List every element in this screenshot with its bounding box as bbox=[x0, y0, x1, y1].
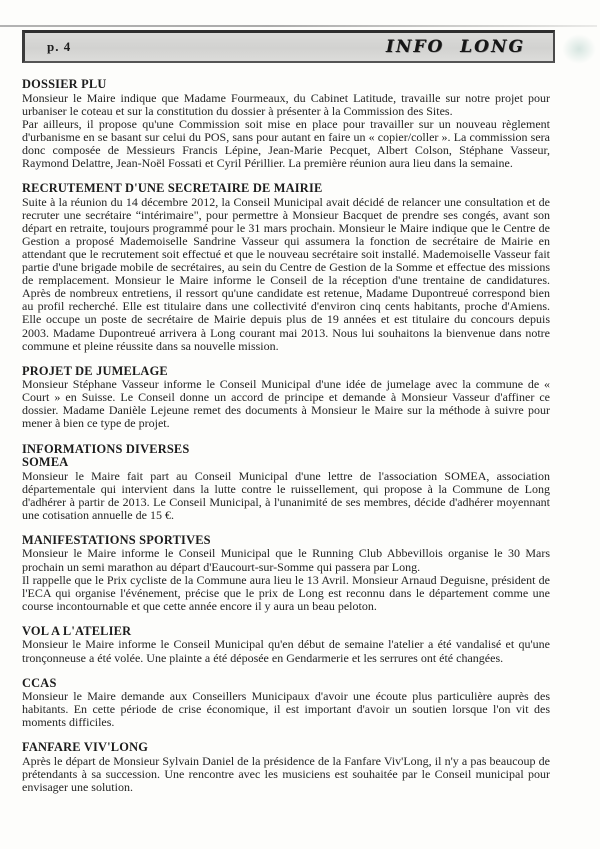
page-content bbox=[22, 68, 550, 794]
section-manifestations-sportives bbox=[22, 534, 550, 613]
section-heading: MANIFESTATIONS SPORTIVES bbox=[22, 532, 211, 547]
section-heading: RECRUTEMENT D'UNE SECRETAIRE DE MAIRIE bbox=[22, 181, 323, 196]
section-heading: VOL A L'ATELIER bbox=[22, 623, 132, 638]
section-heading: FANFARE VIV'LONG bbox=[22, 740, 149, 755]
section-heading: DOSSIER PLU bbox=[22, 77, 107, 91]
section-vol-atelier bbox=[22, 625, 550, 665]
scan-artifact-line bbox=[0, 25, 597, 27]
page-number: p. 4 bbox=[47, 39, 72, 54]
section-heading: PROJET DE JUMELAGE bbox=[22, 363, 168, 378]
section-ccas bbox=[22, 677, 550, 730]
section-heading: INFORMATIONS DIVERSES bbox=[22, 441, 190, 456]
newsletter-title: INFO LONG bbox=[385, 37, 525, 57]
page-header-bar bbox=[22, 30, 555, 63]
section-projet-jumelage bbox=[22, 365, 550, 431]
section-informations-diverses-somea bbox=[22, 443, 550, 522]
section-heading: CCAS bbox=[22, 675, 57, 690]
section-recrutement-secretaire bbox=[22, 182, 550, 353]
paragraph: Monsieur le Maire fait part au Conseil Municipal d'une lettre de l'association SOMEA, association départementale qui intervient dans la lutte contre le ruissellement, qui propose à la Commune de Long d'adhérer à partir de 2013. Le Conseil Municipal, à l'unanimité de ses membres, décide d'adhérer moyennant une cotisation annuelle de 15 €. bbox=[22, 468, 550, 522]
paragraph: Monsieur le Maire informe le Conseil Municipal que le Running Club Abbevillois organise le 30 Mars prochain un semi marathon au départ d'Eaucourt-sur-Somme qui passera par Long. bbox=[22, 546, 550, 574]
paragraph: Monsieur le Maire demande aux Conseillers Municipaux d'avoir une écoute plus particulière auprès des habitants. En cette période de crise économique, il est important d'avoir un soutien lorsque l'on vit des moments difficiles. bbox=[22, 689, 550, 730]
paragraph: Monsieur Stéphane Vasseur informe le Conseil Municipal d'une idée de jumelage avec la commune de « Court » en Suisse. Le Conseil donne un accord de principe et demande à Monsieur Vasseur d'affiner ce dossier. Madame Danièle Lejeune remet des documents à Monsieur le Maire sur la méthode à suivre pour mener à bien ce type de projet. bbox=[22, 377, 550, 431]
section-fanfare-vivlong bbox=[22, 741, 550, 794]
paragraph: Suite à la réunion du 14 décembre 2012, la Conseil Municipal avait décidé de relancer une consultation et de recruter une secrétaire “intérimaire", pour permettre à Monsieur Bacquet de prendre ses congés, avant son départ en retraite, toujours programmé pour le 31 mars prochain. Monsieur le Maire indique que le Centre de Gestion a proposé Mademoiselle Sandrine Vasseur qui assumera la fonction de secrétaire de Mairie en attendant que le recrutement soit effectué et que le nouveau secrétaire soit installé. Mademoiselle Vasseur fait partie d'une brigade mobile de secrétaires, au sein du Centre de Gestion de la Somme et effectue des missions de remplacement. Monsieur le Maire informe le Conseil de la réception d'une trentaine de candidatures. Après de nombreux entretiens, il ressort qu'une candidate est retenue, Madame Dupontreué correspond bien au profil recherché. Elle est titulaire dans une collectivité d'environ cinq cents habitants, proche d'Amiens. Elle occupe un poste de secrétaire de Mairie depuis plus de 19 années et est titulaire du concours depuis 2003. Madame Dupontreué arrivera à Long courant mai 2013. Nous lui souhaitons la bienvenue dans notre commune et pleine réussite dans sa nouvelle mission. bbox=[22, 194, 550, 353]
paragraph: Monsieur le Maire informe le Conseil Municipal qu'en début de semaine l'atelier a été vandalisé et qu'une tronçonneuse a été volée. Une plainte a été déposée en Gendarmerie et les serrures ont été changées. bbox=[22, 637, 550, 665]
paragraph: Monsieur le Maire indique que Madame Fourmeaux, du Cabinet Latitude, travaille sur notre projet pour urbaniser le coteau et sur la constitution du dossier à présenter à la Commission des Sites. bbox=[22, 90, 550, 118]
section-dossier-plu bbox=[22, 78, 550, 170]
scan-artifact-smudge bbox=[562, 34, 596, 64]
paragraph: Il rappelle que le Prix cycliste de la Commune aura lieu le 13 Avril. Monsieur Arnaud Deguisne, président de l'ECA qui organise l'événement, précise que le prix de Long est reconnu dans le département comme une course incontournable et que cette année encore il y aura un beau peloton. bbox=[22, 572, 550, 613]
paragraph: Après le départ de Monsieur Sylvain Daniel de la présidence de la Fanfare Viv'Long, il n'y a pas beaucoup de prétendants à sa succession. Une rencontre avec les musiciens est souhaitée par le Conseil municipal pour envisager une solution. bbox=[22, 753, 550, 795]
paragraph: Par ailleurs, il propose qu'une Commission soit mise en place pour travailler sur un nouveau règlement d'urbanisme en se basant sur celui du POS, sans pour autant en faire un « copier/coller ». La commission sera donc composée de Messieurs Francis Lépine, Jean-Marie Pecquet, Albert Colson, Stéphane Vasseur, Raymond Delattre, Jean-Noël Fossati et Cyril Périllier. La première réunion aura lieu dans la semaine. bbox=[22, 116, 550, 170]
section-subheading: SOMEA bbox=[22, 455, 69, 470]
